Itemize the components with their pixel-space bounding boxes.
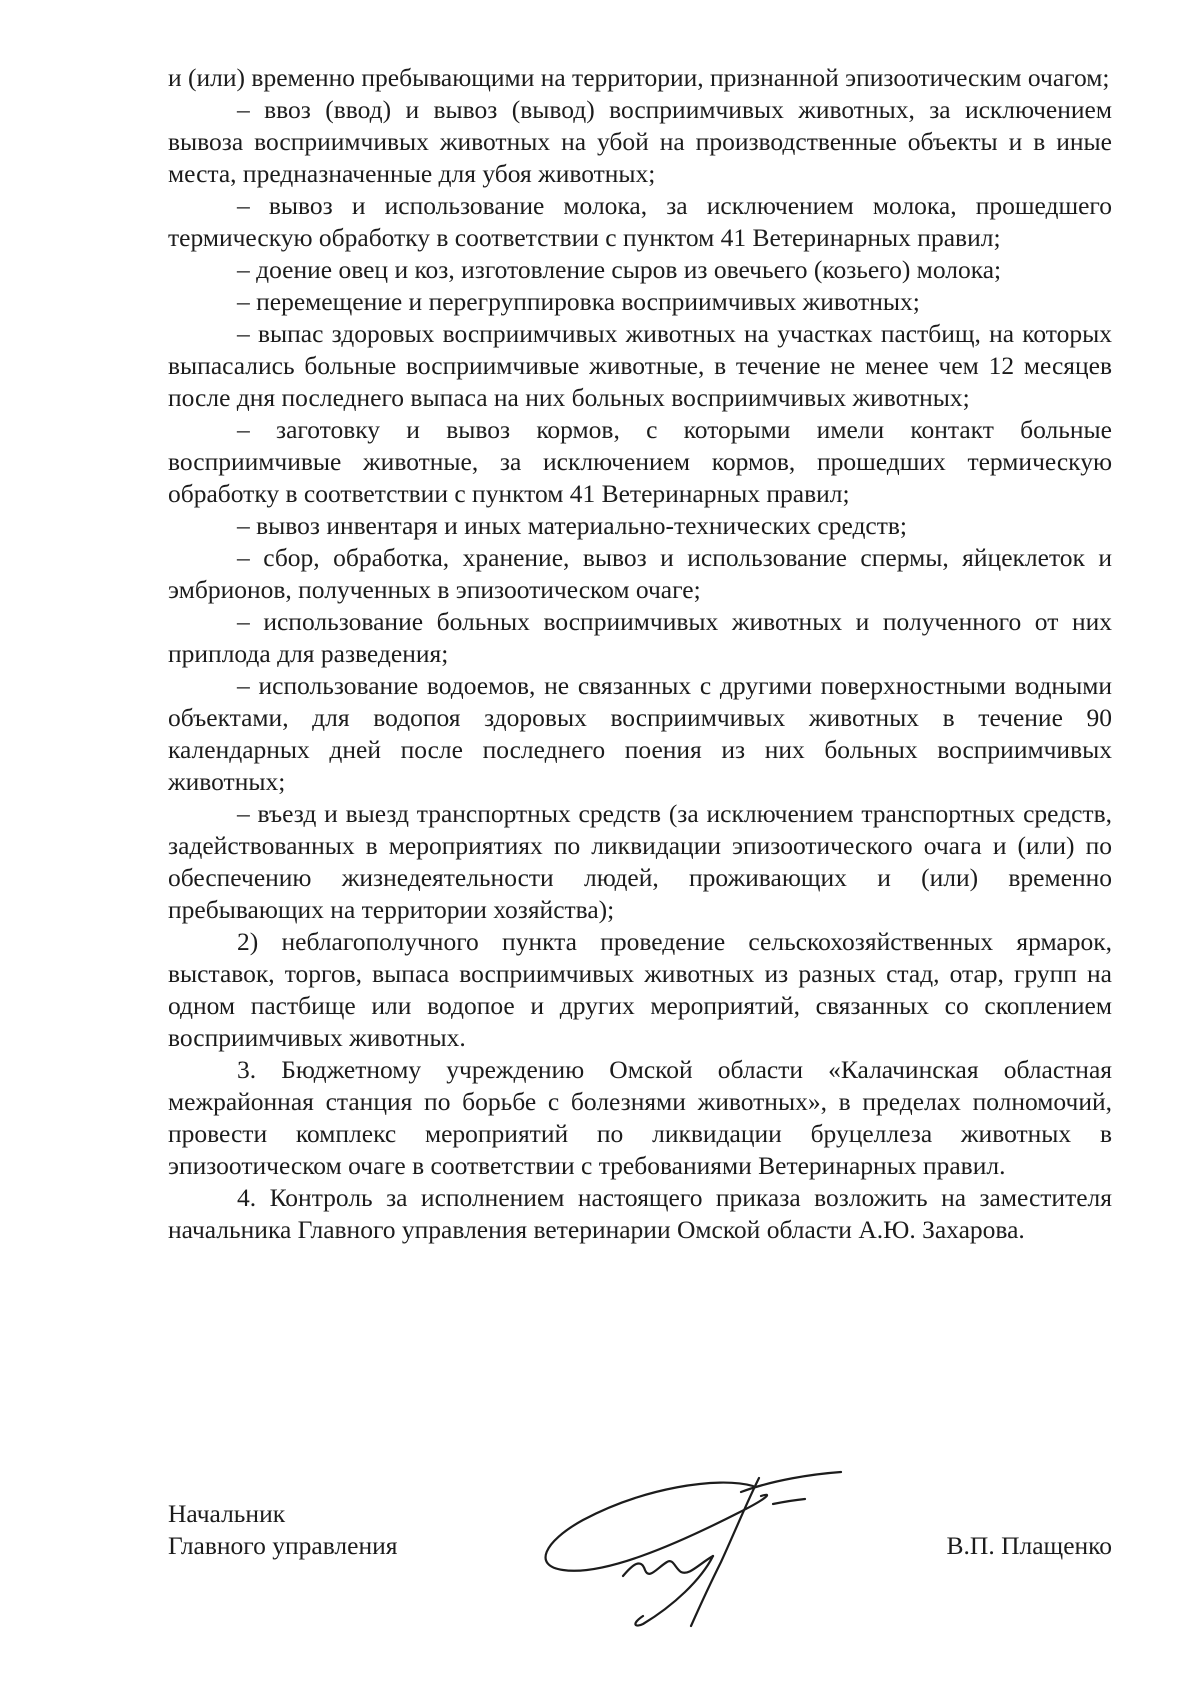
document-body <box>168 62 1112 1246</box>
paragraph: – доение овец и коз, изготовление сыров из овечьего (козьего) молока; <box>237 255 1002 284</box>
paragraph: и (или) временно пребывающими на территории, признанной эпизоотическим очагом; <box>168 63 1110 92</box>
paragraph: – вывоз и использование молока, за исключением молока, прошедшего термическую обработку в соответствии с пунктом 41 Ветеринарных правил; <box>168 191 1112 252</box>
paragraph: – сбор, обработка, хранение, вывоз и использование спермы, яйцеклеток и эмбрионов, полученных в эпизоотическом очаге; <box>168 543 1112 604</box>
signatory-title <box>168 1498 398 1562</box>
signatory-title-line: Начальник <box>168 1499 286 1528</box>
paragraph: – заготовку и вывоз кормов, с которыми имели контакт больные восприимчивые животные, за исключением кормов, прошедших термическую обработку в соответствии с пунктом 41 Ветеринарных правил; <box>168 415 1112 508</box>
paragraph: – перемещение и перегруппировка восприимчивых животных; <box>237 287 920 316</box>
paragraph: – вывоз инвентаря и иных материально-технических средств; <box>237 511 908 540</box>
paragraph: 3. Бюджетному учреждению Омской области «Калачинская областная межрайонная станция по борьбе с болезнями животных», в пределах полномочий, провести комплекс мероприятий по ликвидации бруцеллеза животных в эпизоотическом очаге в соответствии с требованиями Ветеринарных правил. <box>168 1055 1112 1180</box>
paragraph: – использование больных восприимчивых животных и полученного от них приплода для разведения; <box>168 607 1112 668</box>
signatory-title-line: Главного управления <box>168 1531 398 1560</box>
paragraph: 2) неблагополучного пункта проведение сельскохозяйственных ярмарок, выставок, торгов, выпаса восприимчивых животных из разных стад, отар, групп на одном пастбище или водопое и других мероприятий, связанных со скоплением восприимчивых животных. <box>168 927 1112 1052</box>
signatory-name: В.П. Плащенко <box>946 1531 1112 1560</box>
paragraph: 4. Контроль за исполнением настоящего приказа возложить на заместителя начальника Главного управления ветеринарии Омской области А.Ю. Захарова. <box>168 1183 1112 1244</box>
paragraph: – использование водоемов, не связанных с другими поверхностными водными объектами, для водопоя здоровых восприимчивых животных в течение 90 календарных дней после последнего поения из них больных восприимчивых животных; <box>168 671 1112 796</box>
paragraph: – ввоз (ввод) и вывоз (вывод) восприимчивых животных, за исключением вывоза восприимчивых животных на убой на производственные объекты и в иные места, предназначенные для убоя животных; <box>168 95 1112 188</box>
paragraph: – въезд и выезд транспортных средств (за исключением транспортных средств, задействованных в мероприятиях по ликвидации эпизоотического очага и (или) по обеспечению жизнедеятельности людей, проживающих и (или) временно пребывающих на территории хозяйства); <box>168 799 1112 924</box>
signature-block <box>168 1498 1112 1618</box>
paragraph: – выпас здоровых восприимчивых животных на участках пастбищ, на которых выпасались больные восприимчивые животные, в течение не менее чем 12 месяцев после дня последнего выпаса на них больных восприимчивых животных; <box>168 319 1112 412</box>
handwritten-signature <box>523 1458 853 1648</box>
